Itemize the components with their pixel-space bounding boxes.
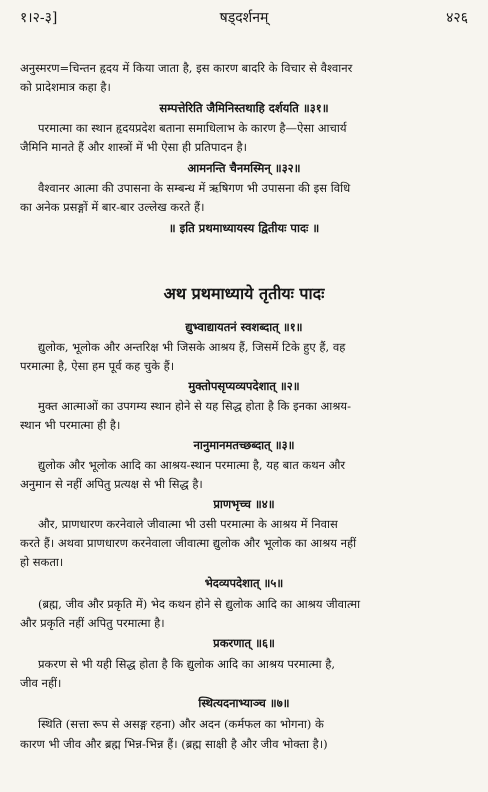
sutra-heading: सम्पत्तेरिति जैमिनिस्तथाहि दर्शयति ॥३१॥ [159, 101, 329, 115]
text-line: प्रकरण से भी यही सिद्ध होता है कि द्युलोक आदि का आश्रय परमात्मा है, [38, 657, 335, 671]
text-line: कारण भी जीव और ब्रह्म भिन्न-भिन्न हैं। (ब्रह्म साक्षी है और जीव भोक्ता है।) [20, 737, 328, 751]
sutra-heading: भेदव्यपदेशात् ॥५॥ [204, 576, 284, 590]
sutra-heading: मुक्तोपसृप्यव्यपदेशात् ॥२॥ [188, 379, 300, 393]
text-line: अनुस्मरण=चिन्तन हृदय में किया जाता है, इस कारण बादरि के विचार से वैश्वानर [20, 61, 353, 75]
text-line: जीव नहीं। [20, 676, 62, 690]
text-line: को प्रादेशमात्र कहा है। [20, 80, 111, 94]
text-line: करते हैं। अथवा प्राणधारण करनेवाला जीवात्मा द्युलोक और भूलोक का आश्रय नहीं [20, 536, 357, 550]
text-line: परमात्मा है, ऐसा हम पूर्व कह चुके हैं। [20, 359, 175, 373]
sutra-heading: स्थित्यदनाभ्याञ्च ॥७॥ [198, 696, 290, 710]
sutra-heading: नानुमानमतच्छब्दात् ॥३॥ [193, 438, 295, 452]
sutra-heading: द्युभ्वाद्यायतनं स्वशब्दात् ॥१॥ [185, 320, 303, 334]
text-line: द्युलोक और भूलोक आदि का आश्रय-स्थान परमात्मा है, यह बात कथन और [38, 458, 346, 472]
page-header [20, 8, 468, 30]
page-number: ४२६ [446, 10, 468, 26]
text-line: और, प्राणधारण करनेवाले जीवात्मा भी उसी परमात्मा के आश्रय में निवास [38, 517, 338, 531]
text-line: स्थिति (सत्ता रूप से असङ्ग रहना) और अदन (कर्मफल का भोगना) के [38, 717, 324, 731]
text-line: द्युलोक, भूलोक और अन्तरिक्ष भी जिसके आश्रय हैं, जिसमें टिके हुए हैं, वह [38, 340, 346, 354]
text-line: अनुमान से नहीं अपितु प्रत्यक्ष से भी सिद्ध है। [20, 477, 203, 491]
sutra-heading: आमनन्ति चैनमस्मिन् ॥३२॥ [187, 161, 301, 175]
text-line: वैश्वानर आत्मा की उपासना के सम्बन्ध में ऋषिगण भी उपासना की इस विधि [38, 181, 351, 195]
text-line: मुक्त आत्माओं का उपगम्य स्थान होने से यह सिद्ध होता है कि इनका आश्रय- [38, 399, 351, 413]
text-line: परमात्मा का स्थान हृदयप्रदेश बताना समाधिलाभ के कारण है—ऐसा आचार्य [38, 121, 347, 135]
text-line: जैमिनि मानते हैं और शास्त्रों में भी ऐसा ही प्रतिपादन है। [20, 140, 247, 154]
chapter-end: ॥ इति प्रथमाध्यायस्य द्वितीयः पादः ॥ [168, 221, 320, 235]
text-line: और प्रकृति नहीं अपितु परमात्मा है। [20, 616, 165, 630]
running-title: षड्दर्शनम् [219, 10, 269, 26]
text-line: (ब्रह्म, जीव और प्रकृति में) भेद कथन होने से द्युलोक आदि का आश्रय जीवात्मा [38, 597, 361, 611]
section-ref: १।२-३] [20, 10, 58, 26]
section-title: अथ प्रथमाध्याये तृतीयः पादः [163, 284, 325, 303]
text-line: हो सकता। [20, 555, 64, 569]
text-line: का अनेक प्रसङ्गों में बार-बार उल्लेख करते हैं। [20, 200, 205, 214]
sutra-heading: प्रकरणात् ॥६॥ [213, 636, 275, 650]
text-line: स्थान भी परमात्मा ही है। [20, 418, 121, 432]
sutra-heading: प्राणभृच्च ॥४॥ [213, 497, 275, 511]
